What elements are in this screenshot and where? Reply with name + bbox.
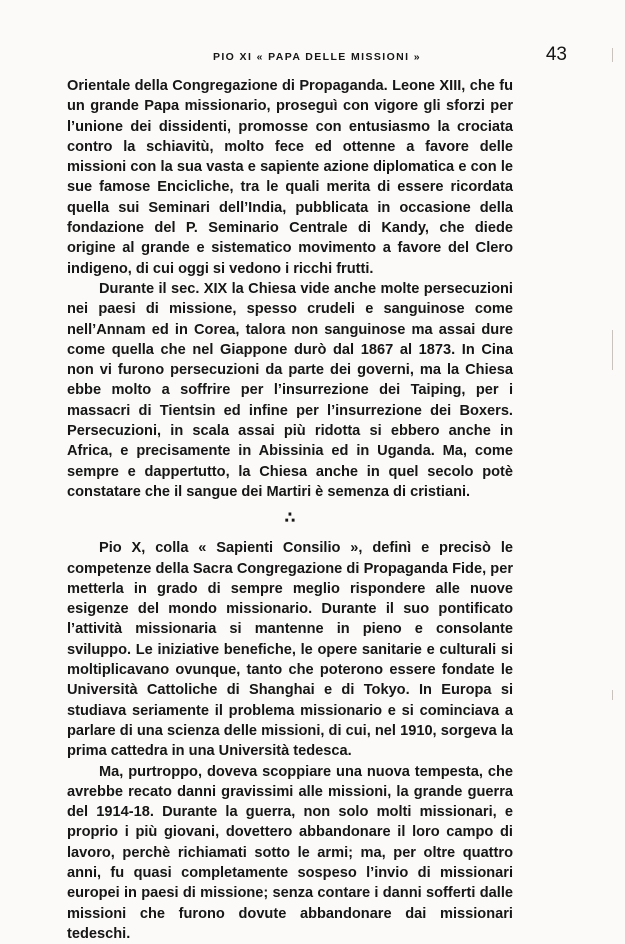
page-number: 43 [546, 44, 567, 66]
page-edge-mark [612, 48, 613, 62]
section-separator: ∴ [67, 510, 513, 528]
paragraph-leo-xiii: Orientale della Congregazione di Propaganda. Leone XIII, che fu un grande Papa missionario, proseguì con vigore gli sforzi per l’unione dei dissidenti, promosse con entusiasmo la crociata contro la schiavitù, molto fece ed ottenne a favore delle missioni con la sua vasta e sapiente azione diplomatica e con le sue famose Encicliche, tra le quali merita di essere ricordata quella sui Seminari dell’India, pubblicata in occasione della fondazione del P. Seminario Centrale di Kandy, che diede origine al grande e sistematico movimento a favore del Clero indigeno, di cui oggi si vedono i ricchi frutti. [67, 76, 513, 279]
paragraph-pius-x: Pio X, colla « Sapienti Consilio », definì e precisò le competenze della Sacra Congregazione di Propaganda Fide, per metterla in grado di sempre meglio rispondere alle nuove esigenze del mondo missionario. Durante il suo pontificato l’attività missionaria si mantenne in pieno e consolante sviluppo. Le iniziative benefiche, le opere sanitarie e culturali si moltiplicavano ovunque, tanto che poterono essere fondate le Università Cattoliche di Shanghai e di Tokyo. In Europa si studiava seriamente il problema missionario e si cominciava a parlare di una scienza delle missioni, di cui, nel 1910, sorgeva la prima cattedra in una Università tedesca. [67, 538, 513, 761]
page-edge-mark [612, 690, 613, 700]
running-title: PIO XI « PAPA DELLE MISSIONI » [67, 51, 567, 63]
paragraph-great-war: Ma, purtroppo, doveva scoppiare una nuova tempesta, che avrebbe recato danni gravissimi alle missioni, la grande guerra del 1914-18. Durante la guerra, non solo molti missionari, e proprio i più giovani, dovettero abbandonare il loro campo di lavoro, perchè richiamati sotto le armi; ma, per oltre quattro anni, fu quasi completamente sospeso l’invio di missionari europei in paesi di missione; senza contare i danni sofferti dalle missioni che furono dovute abbandonare dai missionari tedeschi. [67, 762, 513, 944]
paragraph-persecutions: Durante il sec. XIX la Chiesa vide anche molte persecuzioni nei paesi di missione, spesso crudeli e sanguinose come nell’Annam ed in Corea, talora non sanguinose ma assai dure come quella che nel Giappone durò dal 1867 al 1873. In Cina non vi furono persecuzioni da parte dei governi, ma la Chiesa ebbe molto a soffrire per l’insurrezione dei Taiping, per i massacri di Tientsin ed infine per l’insurrezione dei Boxers. Persecuzioni, in scala assai più ridotta si ebbero anche in Africa, e precisamente in Abissinia ed in Uganda. Ma, come sempre e dappertutto, la Chiesa anche in quel secolo potè constatare che il sangue dei Martiri è semenza di cristiani. [67, 279, 513, 502]
body-text [67, 76, 513, 944]
page-header [67, 42, 567, 74]
page-edge-mark [612, 330, 613, 370]
